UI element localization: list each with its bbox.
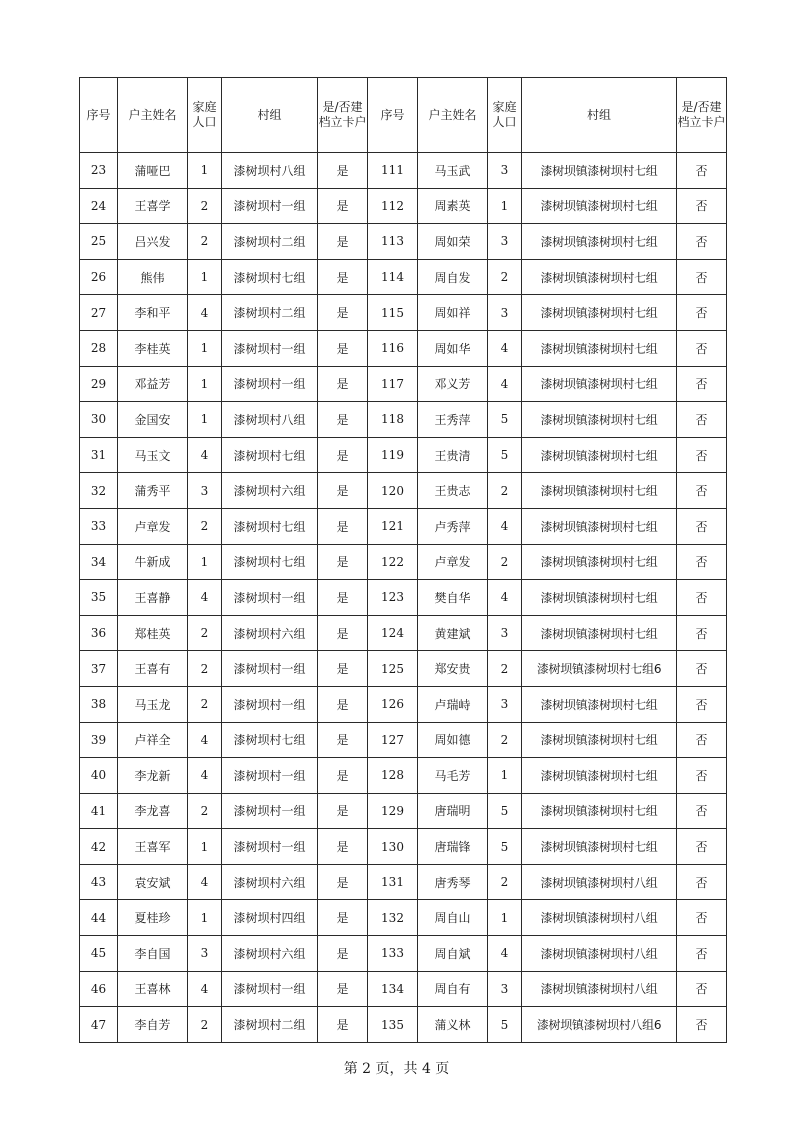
right-name-cell: 王贵清 xyxy=(418,437,488,473)
right-family-cell: 1 xyxy=(488,758,522,794)
left-family-cell: 4 xyxy=(188,971,222,1007)
left-registered-cell: 是 xyxy=(318,651,368,687)
left-seq-cell: 30 xyxy=(80,402,118,438)
right-registered-cell: 否 xyxy=(677,936,727,972)
right-name-cell: 郑安贵 xyxy=(418,651,488,687)
right-family-cell: 5 xyxy=(488,402,522,438)
right-name-cell: 周如荣 xyxy=(418,224,488,260)
right-village-cell: 漆树坝镇漆树坝村八组 xyxy=(522,971,677,1007)
left-registered-cell: 是 xyxy=(318,224,368,260)
left-name-cell: 卢祥全 xyxy=(118,722,188,758)
left-registered-cell: 是 xyxy=(318,722,368,758)
left-village-cell: 漆树坝村七组 xyxy=(222,437,318,473)
left-seq-cell: 28 xyxy=(80,330,118,366)
header-family: 家庭人口 xyxy=(188,78,222,153)
right-registered-cell: 否 xyxy=(677,259,727,295)
left-seq-cell: 33 xyxy=(80,508,118,544)
left-village-cell: 漆树坝村一组 xyxy=(222,366,318,402)
table-row xyxy=(80,330,727,366)
page-footer: 第 2 页，共 4 页 xyxy=(343,1061,450,1077)
right-name-cell: 马玉武 xyxy=(418,153,488,189)
right-family-cell: 4 xyxy=(488,936,522,972)
right-seq-cell: 129 xyxy=(368,793,418,829)
left-seq-cell: 44 xyxy=(80,900,118,936)
left-registered-cell: 是 xyxy=(318,971,368,1007)
right-seq-cell: 121 xyxy=(368,508,418,544)
left-registered-cell: 是 xyxy=(318,366,368,402)
table-row xyxy=(80,473,727,509)
left-village-cell: 漆树坝村七组 xyxy=(222,722,318,758)
right-village-cell: 漆树坝镇漆树坝村八组 xyxy=(522,900,677,936)
left-village-cell: 漆树坝村一组 xyxy=(222,651,318,687)
left-name-cell: 李龙新 xyxy=(118,758,188,794)
table-body xyxy=(80,153,727,1043)
right-registered-cell: 否 xyxy=(677,330,727,366)
left-family-cell: 2 xyxy=(188,1007,222,1043)
right-registered-cell: 否 xyxy=(677,508,727,544)
right-name-cell: 卢章发 xyxy=(418,544,488,580)
right-seq-cell: 124 xyxy=(368,615,418,651)
right-seq-cell: 132 xyxy=(368,900,418,936)
right-family-cell: 5 xyxy=(488,793,522,829)
left-family-cell: 1 xyxy=(188,259,222,295)
right-family-cell: 2 xyxy=(488,864,522,900)
table-row xyxy=(80,864,727,900)
table-row xyxy=(80,544,727,580)
left-village-cell: 漆树坝村一组 xyxy=(222,188,318,224)
right-village-cell: 漆树坝镇漆树坝村七组 xyxy=(522,758,677,794)
right-seq-cell: 120 xyxy=(368,473,418,509)
left-village-cell: 漆树坝村四组 xyxy=(222,900,318,936)
left-family-cell: 4 xyxy=(188,580,222,616)
left-name-cell: 邓益芳 xyxy=(118,366,188,402)
left-family-cell: 1 xyxy=(188,544,222,580)
right-name-cell: 卢瑞峙 xyxy=(418,686,488,722)
left-seq-cell: 29 xyxy=(80,366,118,402)
right-village-cell: 漆树坝镇漆树坝村七组 xyxy=(522,153,677,189)
right-village-cell: 漆树坝镇漆树坝村八组6 xyxy=(522,1007,677,1043)
table-row xyxy=(80,936,727,972)
left-village-cell: 漆树坝村七组 xyxy=(222,508,318,544)
right-registered-cell: 否 xyxy=(677,615,727,651)
right-seq-cell: 112 xyxy=(368,188,418,224)
left-registered-cell: 是 xyxy=(318,936,368,972)
left-name-cell: 李桂英 xyxy=(118,330,188,366)
left-family-cell: 2 xyxy=(188,615,222,651)
header-seq-right: 序号 xyxy=(368,78,418,153)
right-registered-cell: 否 xyxy=(677,758,727,794)
left-village-cell: 漆树坝村七组 xyxy=(222,544,318,580)
right-registered-cell: 否 xyxy=(677,437,727,473)
right-name-cell: 周自斌 xyxy=(418,936,488,972)
right-village-cell: 漆树坝镇漆树坝村七组 xyxy=(522,259,677,295)
left-seq-cell: 36 xyxy=(80,615,118,651)
left-village-cell: 漆树坝村二组 xyxy=(222,295,318,331)
left-family-cell: 2 xyxy=(188,651,222,687)
right-village-cell: 漆树坝镇漆树坝村七组 xyxy=(522,473,677,509)
right-registered-cell: 否 xyxy=(677,1007,727,1043)
right-family-cell: 3 xyxy=(488,615,522,651)
right-registered-cell: 否 xyxy=(677,864,727,900)
table-row xyxy=(80,437,727,473)
table-row xyxy=(80,686,727,722)
right-family-cell: 3 xyxy=(488,295,522,331)
table-header-row xyxy=(80,78,727,153)
left-seq-cell: 47 xyxy=(80,1007,118,1043)
right-registered-cell: 否 xyxy=(677,366,727,402)
left-seq-cell: 38 xyxy=(80,686,118,722)
left-registered-cell: 是 xyxy=(318,686,368,722)
left-registered-cell: 是 xyxy=(318,864,368,900)
table-row xyxy=(80,259,727,295)
header-registered: 是/否建档立卡户 xyxy=(318,78,368,153)
left-family-cell: 1 xyxy=(188,153,222,189)
right-village-cell: 漆树坝镇漆树坝村七组 xyxy=(522,437,677,473)
left-village-cell: 漆树坝村一组 xyxy=(222,758,318,794)
right-seq-cell: 133 xyxy=(368,936,418,972)
left-family-cell: 4 xyxy=(188,722,222,758)
left-family-cell: 1 xyxy=(188,900,222,936)
left-name-cell: 蒲哑巴 xyxy=(118,153,188,189)
right-village-cell: 漆树坝镇漆树坝村七组 xyxy=(522,544,677,580)
right-family-cell: 5 xyxy=(488,437,522,473)
left-village-cell: 漆树坝村二组 xyxy=(222,1007,318,1043)
left-seq-cell: 26 xyxy=(80,259,118,295)
left-family-cell: 2 xyxy=(188,793,222,829)
table-row xyxy=(80,971,727,1007)
left-seq-cell: 34 xyxy=(80,544,118,580)
right-registered-cell: 否 xyxy=(677,900,727,936)
left-registered-cell: 是 xyxy=(318,1007,368,1043)
left-family-cell: 1 xyxy=(188,402,222,438)
left-village-cell: 漆树坝村一组 xyxy=(222,793,318,829)
right-family-cell: 4 xyxy=(488,366,522,402)
left-seq-cell: 35 xyxy=(80,580,118,616)
header-family-right: 家庭人口 xyxy=(488,78,522,153)
left-seq-cell: 45 xyxy=(80,936,118,972)
left-name-cell: 蒲秀平 xyxy=(118,473,188,509)
left-seq-cell: 41 xyxy=(80,793,118,829)
right-village-cell: 漆树坝镇漆树坝村七组 xyxy=(522,188,677,224)
right-registered-cell: 否 xyxy=(677,971,727,1007)
left-registered-cell: 是 xyxy=(318,758,368,794)
right-name-cell: 周素英 xyxy=(418,188,488,224)
right-registered-cell: 否 xyxy=(677,793,727,829)
left-registered-cell: 是 xyxy=(318,580,368,616)
left-name-cell: 牛新成 xyxy=(118,544,188,580)
left-family-cell: 2 xyxy=(188,686,222,722)
right-name-cell: 蒲义林 xyxy=(418,1007,488,1043)
right-village-cell: 漆树坝镇漆树坝村七组6 xyxy=(522,651,677,687)
left-name-cell: 王喜林 xyxy=(118,971,188,1007)
table-row xyxy=(80,758,727,794)
right-registered-cell: 否 xyxy=(677,295,727,331)
left-registered-cell: 是 xyxy=(318,153,368,189)
table-row xyxy=(80,153,727,189)
left-village-cell: 漆树坝村六组 xyxy=(222,936,318,972)
left-seq-cell: 46 xyxy=(80,971,118,1007)
right-name-cell: 邓义芳 xyxy=(418,366,488,402)
left-seq-cell: 31 xyxy=(80,437,118,473)
right-village-cell: 漆树坝镇漆树坝村七组 xyxy=(522,224,677,260)
right-registered-cell: 否 xyxy=(677,402,727,438)
left-seq-cell: 32 xyxy=(80,473,118,509)
left-registered-cell: 是 xyxy=(318,188,368,224)
right-name-cell: 王秀萍 xyxy=(418,402,488,438)
left-family-cell: 2 xyxy=(188,224,222,260)
left-name-cell: 王喜静 xyxy=(118,580,188,616)
left-name-cell: 熊伟 xyxy=(118,259,188,295)
table-row xyxy=(80,900,727,936)
right-name-cell: 唐瑞明 xyxy=(418,793,488,829)
right-seq-cell: 130 xyxy=(368,829,418,865)
right-family-cell: 5 xyxy=(488,829,522,865)
right-name-cell: 唐瑞锋 xyxy=(418,829,488,865)
left-seq-cell: 37 xyxy=(80,651,118,687)
right-name-cell: 卢秀萍 xyxy=(418,508,488,544)
table-row xyxy=(80,580,727,616)
right-registered-cell: 否 xyxy=(677,651,727,687)
left-village-cell: 漆树坝村一组 xyxy=(222,829,318,865)
right-seq-cell: 135 xyxy=(368,1007,418,1043)
left-seq-cell: 42 xyxy=(80,829,118,865)
left-registered-cell: 是 xyxy=(318,295,368,331)
left-name-cell: 王喜军 xyxy=(118,829,188,865)
left-name-cell: 卢章发 xyxy=(118,508,188,544)
left-name-cell: 马玉龙 xyxy=(118,686,188,722)
left-seq-cell: 24 xyxy=(80,188,118,224)
right-registered-cell: 否 xyxy=(677,544,727,580)
left-village-cell: 漆树坝村一组 xyxy=(222,971,318,1007)
header-village-right: 村组 xyxy=(522,78,677,153)
left-registered-cell: 是 xyxy=(318,508,368,544)
left-family-cell: 4 xyxy=(188,758,222,794)
left-village-cell: 漆树坝村一组 xyxy=(222,580,318,616)
left-seq-cell: 27 xyxy=(80,295,118,331)
table-row xyxy=(80,188,727,224)
right-village-cell: 漆树坝镇漆树坝村八组 xyxy=(522,936,677,972)
right-family-cell: 4 xyxy=(488,508,522,544)
table-row xyxy=(80,295,727,331)
right-family-cell: 3 xyxy=(488,686,522,722)
right-village-cell: 漆树坝镇漆树坝村七组 xyxy=(522,722,677,758)
table-row xyxy=(80,1007,727,1043)
table-row xyxy=(80,722,727,758)
left-family-cell: 4 xyxy=(188,864,222,900)
right-name-cell: 樊自华 xyxy=(418,580,488,616)
table-row xyxy=(80,402,727,438)
table-row xyxy=(80,829,727,865)
left-family-cell: 1 xyxy=(188,330,222,366)
right-seq-cell: 111 xyxy=(368,153,418,189)
left-name-cell: 李和平 xyxy=(118,295,188,331)
header-name-right: 户主姓名 xyxy=(418,78,488,153)
right-seq-cell: 119 xyxy=(368,437,418,473)
table-row xyxy=(80,224,727,260)
right-registered-cell: 否 xyxy=(677,188,727,224)
header-village: 村组 xyxy=(222,78,318,153)
right-registered-cell: 否 xyxy=(677,580,727,616)
left-registered-cell: 是 xyxy=(318,437,368,473)
right-seq-cell: 131 xyxy=(368,864,418,900)
left-family-cell: 4 xyxy=(188,437,222,473)
right-name-cell: 唐秀琴 xyxy=(418,864,488,900)
right-registered-cell: 否 xyxy=(677,153,727,189)
right-seq-cell: 114 xyxy=(368,259,418,295)
right-family-cell: 3 xyxy=(488,971,522,1007)
left-village-cell: 漆树坝村八组 xyxy=(222,153,318,189)
left-family-cell: 1 xyxy=(188,366,222,402)
right-family-cell: 4 xyxy=(488,330,522,366)
right-seq-cell: 128 xyxy=(368,758,418,794)
header-seq: 序号 xyxy=(80,78,118,153)
left-registered-cell: 是 xyxy=(318,615,368,651)
household-table xyxy=(79,77,727,1043)
table-row xyxy=(80,508,727,544)
left-seq-cell: 40 xyxy=(80,758,118,794)
left-seq-cell: 43 xyxy=(80,864,118,900)
right-family-cell: 1 xyxy=(488,900,522,936)
header-name: 户主姓名 xyxy=(118,78,188,153)
right-seq-cell: 134 xyxy=(368,971,418,1007)
left-name-cell: 马玉文 xyxy=(118,437,188,473)
left-name-cell: 吕兴发 xyxy=(118,224,188,260)
left-name-cell: 王喜有 xyxy=(118,651,188,687)
right-seq-cell: 118 xyxy=(368,402,418,438)
right-name-cell: 周如德 xyxy=(418,722,488,758)
left-family-cell: 4 xyxy=(188,295,222,331)
right-village-cell: 漆树坝镇漆树坝村七组 xyxy=(522,295,677,331)
left-family-cell: 1 xyxy=(188,829,222,865)
left-seq-cell: 39 xyxy=(80,722,118,758)
right-name-cell: 周自山 xyxy=(418,900,488,936)
right-seq-cell: 122 xyxy=(368,544,418,580)
left-village-cell: 漆树坝村六组 xyxy=(222,473,318,509)
right-seq-cell: 113 xyxy=(368,224,418,260)
left-name-cell: 李自国 xyxy=(118,936,188,972)
left-name-cell: 金国安 xyxy=(118,402,188,438)
left-village-cell: 漆树坝村一组 xyxy=(222,686,318,722)
table-row xyxy=(80,793,727,829)
left-registered-cell: 是 xyxy=(318,793,368,829)
left-name-cell: 郑桂英 xyxy=(118,615,188,651)
right-family-cell: 2 xyxy=(488,473,522,509)
table-row xyxy=(80,651,727,687)
right-family-cell: 3 xyxy=(488,224,522,260)
left-registered-cell: 是 xyxy=(318,544,368,580)
left-village-cell: 漆树坝村六组 xyxy=(222,864,318,900)
left-seq-cell: 23 xyxy=(80,153,118,189)
right-village-cell: 漆树坝镇漆树坝村七组 xyxy=(522,686,677,722)
left-registered-cell: 是 xyxy=(318,473,368,509)
left-registered-cell: 是 xyxy=(318,900,368,936)
left-name-cell: 王喜学 xyxy=(118,188,188,224)
right-family-cell: 3 xyxy=(488,153,522,189)
right-village-cell: 漆树坝镇漆树坝村七组 xyxy=(522,615,677,651)
right-registered-cell: 否 xyxy=(677,722,727,758)
right-village-cell: 漆树坝镇漆树坝村七组 xyxy=(522,366,677,402)
left-name-cell: 李龙喜 xyxy=(118,793,188,829)
right-name-cell: 马毛芳 xyxy=(418,758,488,794)
right-seq-cell: 126 xyxy=(368,686,418,722)
right-seq-cell: 117 xyxy=(368,366,418,402)
left-family-cell: 2 xyxy=(188,508,222,544)
left-registered-cell: 是 xyxy=(318,402,368,438)
right-family-cell: 2 xyxy=(488,544,522,580)
right-village-cell: 漆树坝镇漆树坝村七组 xyxy=(522,829,677,865)
right-seq-cell: 125 xyxy=(368,651,418,687)
right-village-cell: 漆树坝镇漆树坝村八组 xyxy=(522,864,677,900)
right-village-cell: 漆树坝镇漆树坝村七组 xyxy=(522,330,677,366)
right-name-cell: 王贵志 xyxy=(418,473,488,509)
right-name-cell: 黄建斌 xyxy=(418,615,488,651)
left-village-cell: 漆树坝村二组 xyxy=(222,224,318,260)
left-name-cell: 袁安斌 xyxy=(118,864,188,900)
right-registered-cell: 否 xyxy=(677,224,727,260)
right-family-cell: 2 xyxy=(488,722,522,758)
left-village-cell: 漆树坝村七组 xyxy=(222,259,318,295)
right-registered-cell: 否 xyxy=(677,686,727,722)
right-family-cell: 2 xyxy=(488,259,522,295)
left-family-cell: 2 xyxy=(188,188,222,224)
right-family-cell: 1 xyxy=(488,188,522,224)
right-seq-cell: 115 xyxy=(368,295,418,331)
right-village-cell: 漆树坝镇漆树坝村七组 xyxy=(522,580,677,616)
right-village-cell: 漆树坝镇漆树坝村七组 xyxy=(522,402,677,438)
left-seq-cell: 25 xyxy=(80,224,118,260)
right-name-cell: 周如华 xyxy=(418,330,488,366)
table-row xyxy=(80,366,727,402)
right-village-cell: 漆树坝镇漆树坝村七组 xyxy=(522,793,677,829)
right-name-cell: 周自发 xyxy=(418,259,488,295)
left-name-cell: 李自芳 xyxy=(118,1007,188,1043)
right-seq-cell: 116 xyxy=(368,330,418,366)
right-name-cell: 周如祥 xyxy=(418,295,488,331)
table-row xyxy=(80,615,727,651)
right-village-cell: 漆树坝镇漆树坝村七组 xyxy=(522,508,677,544)
header-registered-right: 是/否建档立卡户 xyxy=(677,78,727,153)
left-registered-cell: 是 xyxy=(318,330,368,366)
right-seq-cell: 123 xyxy=(368,580,418,616)
left-family-cell: 3 xyxy=(188,936,222,972)
left-registered-cell: 是 xyxy=(318,829,368,865)
right-registered-cell: 否 xyxy=(677,473,727,509)
left-registered-cell: 是 xyxy=(318,259,368,295)
right-registered-cell: 否 xyxy=(677,829,727,865)
left-village-cell: 漆树坝村一组 xyxy=(222,330,318,366)
right-family-cell: 5 xyxy=(488,1007,522,1043)
right-family-cell: 2 xyxy=(488,651,522,687)
left-village-cell: 漆树坝村六组 xyxy=(222,615,318,651)
left-name-cell: 夏桂珍 xyxy=(118,900,188,936)
left-family-cell: 3 xyxy=(188,473,222,509)
right-family-cell: 4 xyxy=(488,580,522,616)
right-seq-cell: 127 xyxy=(368,722,418,758)
left-village-cell: 漆树坝村八组 xyxy=(222,402,318,438)
right-name-cell: 周自有 xyxy=(418,971,488,1007)
